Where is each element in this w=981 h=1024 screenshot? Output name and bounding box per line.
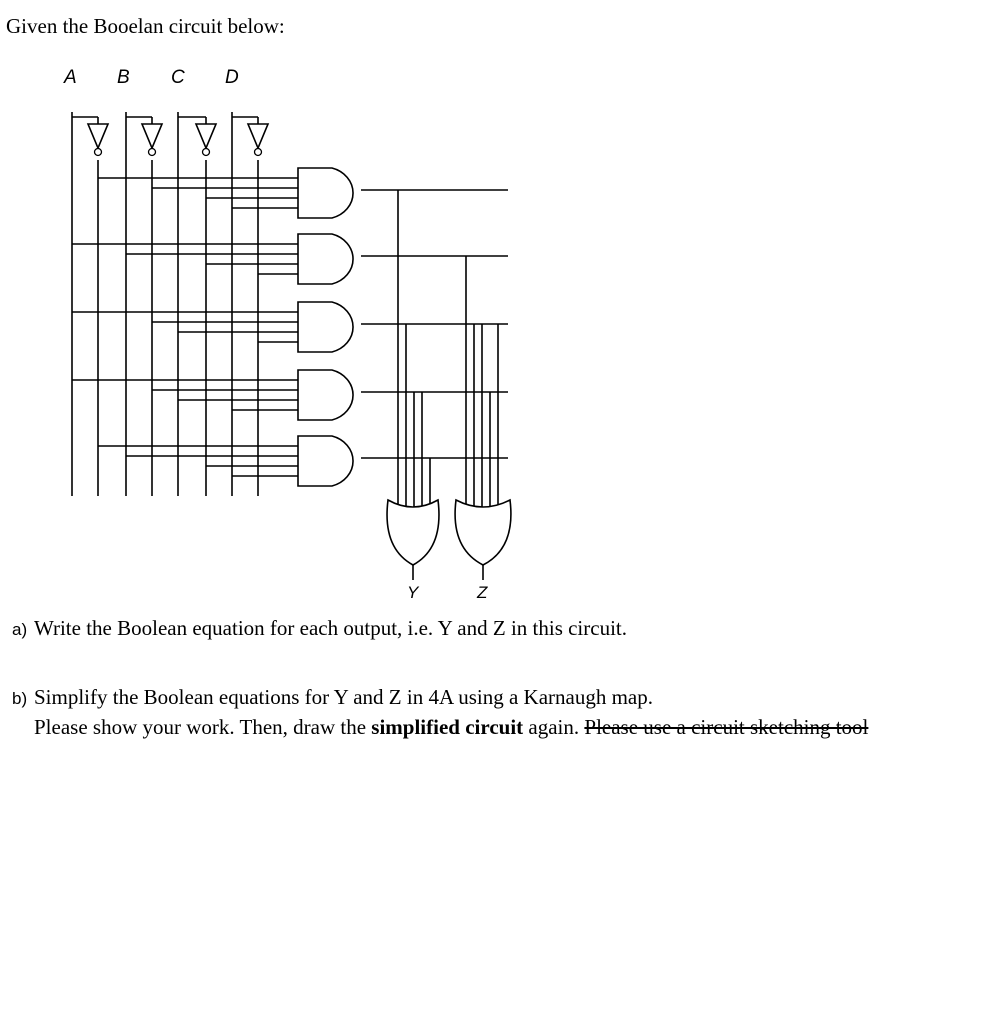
inverter-c [196,124,216,156]
question-part-b [12,683,868,741]
part-b-line-2-end: again. [523,715,585,739]
or-gate-z [455,500,511,565]
inverter-b [142,124,162,156]
and-gate-3 [298,302,353,352]
and-gate-2 [298,234,353,284]
and-gate-1 [298,168,353,218]
part-b-line-2-bold: simplified circuit [371,715,524,739]
part-b-line-1 [12,683,868,713]
output-label-z: Z [477,583,488,602]
inverter-a [88,124,108,156]
and-gate-4 [298,370,353,420]
part-b-struck-text: Please use a circuit sketching tool [584,715,869,739]
question-heading: Given the Booelan circuit below: [6,14,285,38]
input-label-a: A [64,67,77,88]
and-output-wires [361,190,508,458]
or-gate-y [387,500,439,565]
inverter-d [248,124,268,156]
question-part-a [12,616,627,641]
output-label-y: Y [407,583,419,602]
part-b-marker: b) [12,689,28,708]
part-b-line-1-text: Simplify the Boolean equations for Y and Z in 4A using a Karnaugh map. [34,685,653,709]
input-label-d: D [225,67,239,88]
part-a-text: Write the Boolean equation for each output, i.e. Y and Z in this circuit. [34,616,628,640]
part-b-line-2-start: Please show your work. Then, draw the [34,715,372,739]
part-a-marker: a) [12,620,28,639]
and-gate-5 [298,436,353,486]
input-rails [72,112,258,496]
part-b-line-2 [12,713,868,741]
input-label-b: B [117,67,130,88]
input-label-c: C [171,67,185,88]
or-input-wires [398,190,498,510]
and-input-wires [72,178,298,476]
